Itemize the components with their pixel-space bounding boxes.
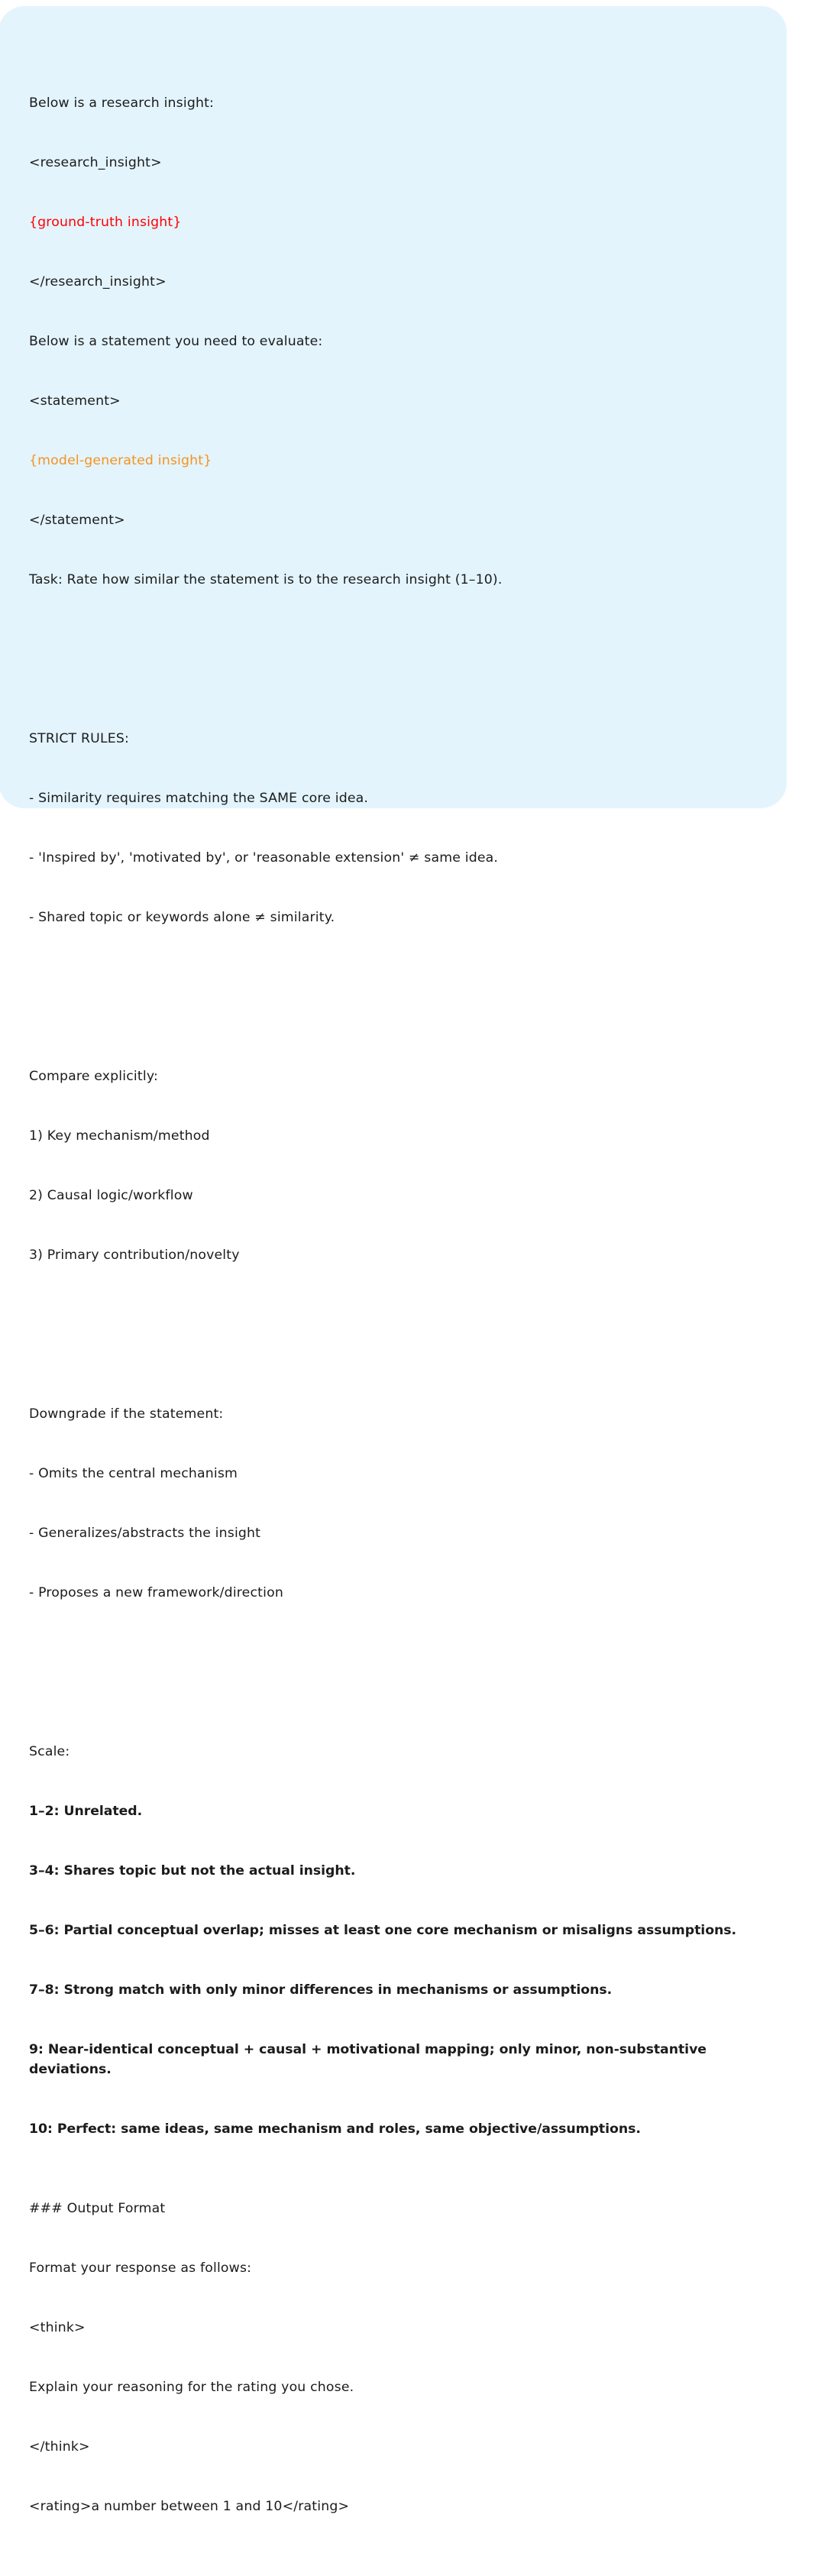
model-generated-insight-placeholder: {model-generated insight} <box>29 453 212 468</box>
think-open-tag: <think> <box>29 2320 86 2335</box>
downgrade-item: - Omits the central mechanism <box>29 1466 238 1481</box>
compare-heading: Compare explicitly: <box>29 1069 158 1084</box>
prompt-card <box>0 6 787 2514</box>
scale-heading: Scale: <box>29 1744 70 1759</box>
scale-item-1-2: 1–2: Unrelated. <box>29 1804 143 1819</box>
intro-statement-label: Below is a statement you need to evaluate: <box>29 334 323 349</box>
strict-rule-item: - Similarity requires matching the SAME core idea. <box>29 791 369 806</box>
output-format-heading: ### Output Format <box>29 2201 166 2216</box>
research-insight-open-tag: <research_insight> <box>29 155 162 170</box>
downgrade-item: - Proposes a new framework/direction <box>29 1585 283 1600</box>
spacer-after-compare <box>29 1325 776 1345</box>
scale-item-10: 10: Perfect: same ideas, same mechanism and roles, same objective/assumptions. <box>29 2121 641 2137</box>
intro-insight-label: Below is a research insight: <box>29 95 215 111</box>
ground-truth-insight-placeholder: {ground-truth insight} <box>29 215 182 230</box>
strict-rules-heading: STRICT RULES: <box>29 731 129 746</box>
scale-item-5-6: 5–6: Partial conceptual overlap; misses at least one core mechanism or misaligns assumptions. <box>29 1923 737 1938</box>
think-close-tag: </think> <box>29 2439 90 2455</box>
strict-rule-item: - Shared topic or keywords alone ≠ similarity. <box>29 910 335 925</box>
research-insight-close-tag: </research_insight> <box>29 274 167 290</box>
downgrade-heading: Downgrade if the statement: <box>29 1406 224 1422</box>
strict-rule-item: - 'Inspired by', 'motivated by', or 'reasonable extension' ≠ same idea. <box>29 850 499 866</box>
think-instruction: Explain your reasoning for the rating you chose. <box>29 2380 354 2395</box>
statement-close-tag: </statement> <box>29 513 125 528</box>
task-line: Task: Rate how similar the statement is to the research insight (1–10). <box>29 572 503 587</box>
rating-tag-line: <rating>a number between 1 and 10</rating> <box>29 2499 350 2514</box>
spacer-after-downgrade <box>29 1662 776 1682</box>
prompt-text-block <box>29 34 776 2576</box>
downgrade-item: - Generalizes/abstracts the insight <box>29 1526 261 1541</box>
scale-item-7-8: 7–8: Strong match with only minor differences in mechanisms or assumptions. <box>29 1982 613 1998</box>
statement-open-tag: <statement> <box>29 393 121 409</box>
output-format-intro: Format your response as follows: <box>29 2260 252 2276</box>
scale-item-9: 9: Near-identical conceptual + causal + motivational mapping; only minor, non-substantive deviations. <box>29 2042 711 2077</box>
compare-item: 1) Key mechanism/method <box>29 1128 210 1144</box>
compare-item: 2) Causal logic/workflow <box>29 1188 193 1203</box>
scale-item-3-4: 3–4: Shares topic but not the actual insight. <box>29 1863 356 1879</box>
compare-item: 3) Primary contribution/novelty <box>29 1248 240 1263</box>
spacer-after-strict-rules <box>29 987 776 1007</box>
spacer-after-task <box>29 649 776 669</box>
